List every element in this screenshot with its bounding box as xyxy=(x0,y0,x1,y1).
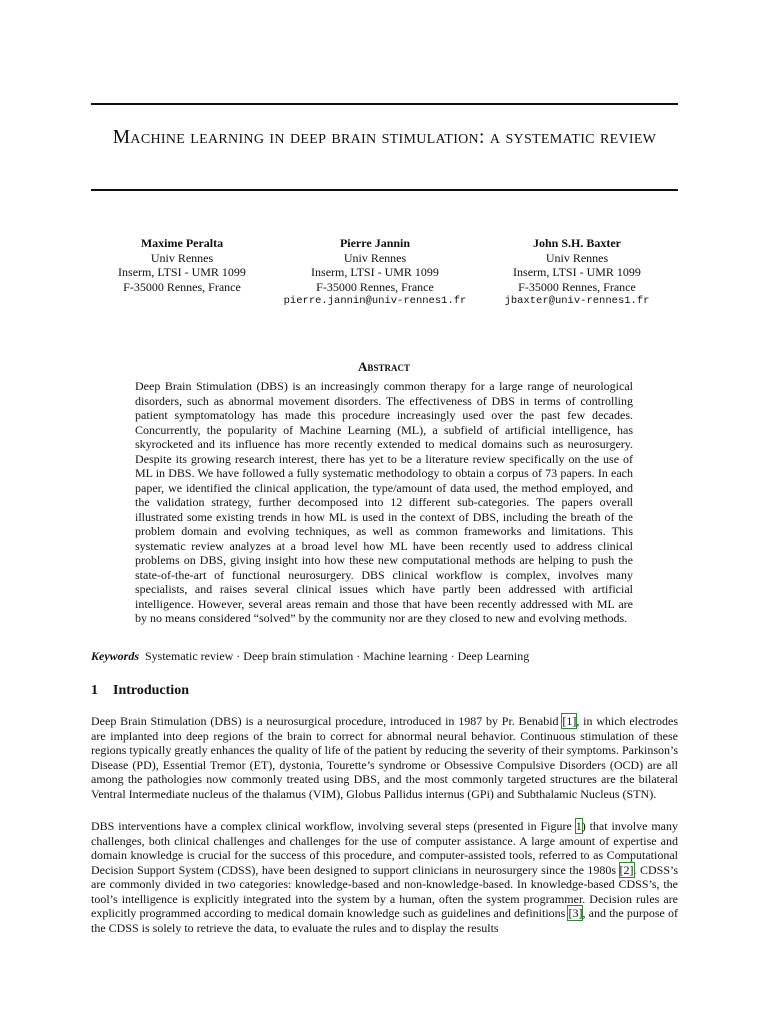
figure-link[interactable]: 1 xyxy=(575,819,582,833)
author-affiliation: Univ Rennes xyxy=(545,250,609,265)
citation-link[interactable]: [1] xyxy=(562,714,577,728)
section-heading xyxy=(91,683,189,699)
author-affiliation: F-35000 Rennes, France xyxy=(123,279,241,294)
paper-title: Machine learning in deep brain stimulation: a systematic review xyxy=(112,127,657,148)
title-bottom-rule xyxy=(91,189,678,191)
author-affiliation: F-35000 Rennes, France xyxy=(316,279,434,294)
author-affiliation: F-35000 Rennes, France xyxy=(518,279,636,294)
author-1 xyxy=(82,236,282,294)
author-affiliation: Inserm, LTSI - UMR 1099 xyxy=(118,265,246,279)
citation-link[interactable]: [3] xyxy=(568,906,583,920)
keywords-label: Keywords xyxy=(91,649,139,663)
abstract-text: Deep Brain Stimulation (DBS) is an increasingly common therapy for a large range of neurological disorders, such as abnormal movement disorders. The effectiveness of DBS in terms of controlling patient symptomatology has made this procedure increasingly used over the past few decades. Concurrently, the popularity of Machine Learning (ML), a subfield of artificial intelligence, has skyrocketed and its influence has more recently extended to medical domains such as neurosurgery. Despite its growing research interest, there has yet to be a literature review specifically on the use of ML in DBS. We have followed a fully systematic methodology to obtain a corpus of 73 papers. In each paper, we identified the clinical application, the type/amount of data used, the method employed, and the validation strategy, further decomposed into 12 different sub-categories. The papers overall illustrated some existing trends in how ML is used in the context of DBS, including the breath of the problem domain and evolving techniques, as well as common frameworks and limitations. This systematic review analyzes at a broad level how ML have been recently used to address clinical problems on DBS, giving insight into how these new computational methods are helping to push the state-of-the-art of functional neurosurgery. DBS clinical workflow is complex, involves many specialists, and raises several clinical issues which have partly been addressed with artificial intelligence. However, several areas remain and those that have been recently addressed with ML are by no means considered “solved” by the community nor are they closed to new and evolving methods. xyxy=(135,379,633,625)
keywords-text: Systematic review · Deep brain stimulation · Machine learning · Deep Learning xyxy=(145,649,530,663)
author-name: John S.H. Baxter xyxy=(532,236,621,250)
paragraph-text: DBS interventions have a complex clinical workflow, involving several steps (presented in Figure xyxy=(91,819,576,833)
author-email: jbaxter@univ-rennes1.fr xyxy=(504,295,650,307)
author-affiliation: Univ Rennes xyxy=(150,250,214,265)
author-affiliation: Inserm, LTSI - UMR 1099 xyxy=(513,265,641,279)
author-affiliation: Inserm, LTSI - UMR 1099 xyxy=(311,265,439,279)
paragraph-text: . CDSS’s are commonly divided in two categories: knowledge-based and non-knowledge-based. In knowledge-based CDSS’s, the tool’s intelligence is explicitly integrated into the system by a human, often the system programmer. Decision rules are explicitly programmed according to medical domain knowledge such as guidelines and definitions xyxy=(91,862,678,920)
intro-paragraph-1 xyxy=(91,714,678,801)
paragraph-text: , in which electrodes are implanted into deep regions of the brain to correct for abnormal neural behavior. Continuous stimulation of these regions typically greatly enhances the quality of life of the patient by reducing the severity of their symptoms. Parkinson’s Disease (PD), Essential Tremor (ET), dystonia, Tourette’s syndrome or Obsessive Compulsive Disorders (OCD) are all among the pathologies now commonly treated using DBS, and the most commonly targeted structures are the bilateral Ventral Intermediate nucleus of the thalamus (VIM), Globus Pallidus internus (GPi) and Subthalamic Nucleus (STN). xyxy=(91,714,678,801)
intro-paragraph-2 xyxy=(91,819,678,935)
citation-link[interactable]: [2] xyxy=(619,862,634,877)
paragraph-text: ) that involve many challenges, both clinical challenges and challenges for the use of computer assistance. A large amount of expertise and domain knowledge is crucial for the success of this procedure, and computer-assisted tools, referred to as Computational Decision Support System (CDSS), have been designed to support clinicians in neurosurgery since the 1980s xyxy=(91,819,679,877)
author-affiliation: Univ Rennes xyxy=(343,250,407,265)
paragraph-text: Deep Brain Stimulation (DBS) is a neurosurgical procedure, introduced in 1987 by Pr. Benabid xyxy=(91,714,563,728)
abstract-heading: Abstract xyxy=(358,359,410,374)
author-2 xyxy=(275,236,475,309)
author-3 xyxy=(477,236,677,309)
section-number: 1 xyxy=(91,683,98,698)
section-title: Introduction xyxy=(113,683,189,698)
author-name: Pierre Jannin xyxy=(339,236,411,250)
author-name: Maxime Peralta xyxy=(140,236,224,250)
author-email: pierre.jannin@univ-rennes1.fr xyxy=(283,295,467,307)
title-top-rule xyxy=(91,103,678,105)
paragraph-text: , and the purpose of the CDSS is solely to retrieve the data, to evaluate the rules and to display the results xyxy=(91,906,678,935)
keywords-line xyxy=(91,649,678,664)
